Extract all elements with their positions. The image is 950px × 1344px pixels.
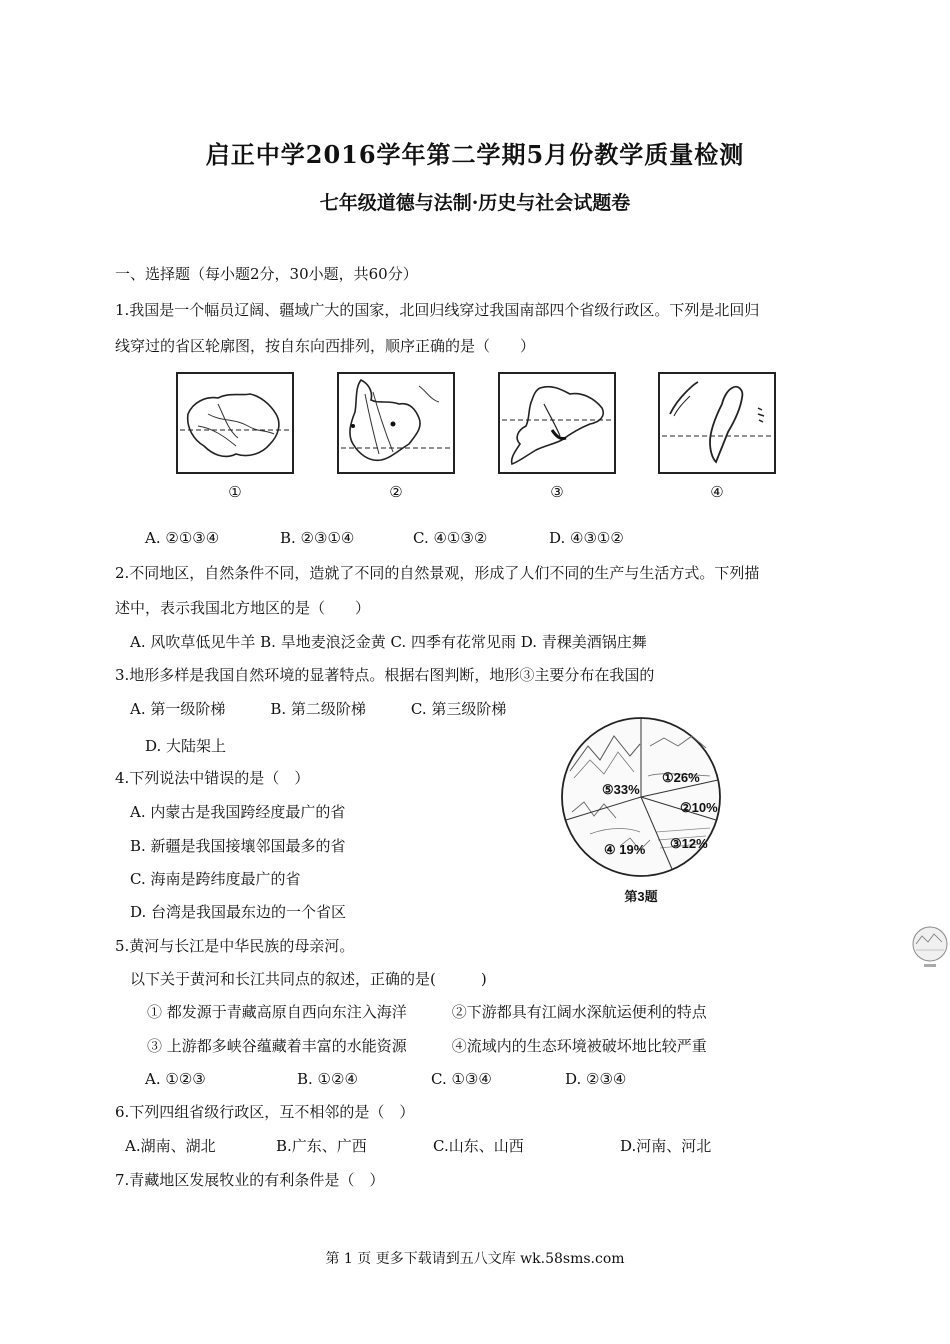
q5-option-a: A. ①②③ (145, 1070, 206, 1088)
q5-option-d: D. ②③④ (565, 1070, 627, 1088)
q1-stem-line2: 线穿过的省区轮廓图，按自东向西排列，顺序正确的是（ ） (115, 337, 536, 355)
page-footer: 第 1 页 更多下载请到五八文库 wk.58sms.com (325, 1251, 625, 1267)
q4-option-a: A. 内蒙古是我国跨经度最广的省 (130, 803, 346, 821)
side-thumbnail[interactable] (910, 924, 948, 970)
q4-option-d: D. 台湾是我国最东边的一个省区 (130, 903, 347, 921)
terrain-label-1: ①26% (662, 770, 700, 785)
q3-stem: 3.地形多样是我国自然环境的显著特点。根据右图判断，地形③主要分布在我国的 (115, 666, 655, 684)
terrain-label-5: ⑤33% (602, 782, 640, 797)
q5-stem: 5.黄河与长江是中华民族的母亲河。 (115, 937, 355, 955)
q3-options-abc: A. 第一级阶梯 B. 第二级阶梯 C. 第三级阶梯 (130, 700, 507, 718)
map-2 (337, 372, 455, 474)
map-2-label: ② (389, 483, 403, 501)
q2-stem-line2: 述中，表示我国北方地区的是（ ） (115, 599, 371, 617)
q6-option-c: C.山东、山西 (433, 1137, 524, 1155)
q5-option-c: C. ①③④ (431, 1070, 492, 1088)
q4-stem: 4.下列说法中错误的是（ ） (115, 769, 310, 787)
q1-stem-line1: 1.我国是一个幅员辽阔、疆域广大的国家，北回归线穿过我国南部四个省级行政区。下列是北回归 (115, 301, 760, 319)
terrain-pie-figure (560, 716, 722, 878)
map-3 (498, 372, 616, 474)
map-4-label: ④ (710, 483, 724, 501)
q4-option-c: C. 海南是跨纬度最广的省 (130, 870, 301, 888)
q5-sub: 以下关于黄河和长江共同点的叙述，正确的是( ) (130, 970, 487, 988)
terrain-label-3: ③12% (670, 836, 708, 851)
guangdong-outline-icon (500, 374, 614, 472)
q2-stem-line1: 2.不同地区，自然条件不同，造就了不同的自然景观，形成了人们不同的生产与生活方式。下列描 (115, 564, 760, 582)
figure-caption: 第3题 (624, 889, 658, 904)
page-title: 启正中学2016学年第二学期5月份教学质量检测 (205, 140, 745, 169)
q1-option-b: B. ②③①④ (280, 529, 355, 547)
q3-option-d: D. 大陆架上 (145, 737, 227, 755)
thumbnail-image-icon (910, 924, 948, 970)
map-1-label: ① (228, 483, 242, 501)
guangxi-outline-icon (178, 374, 292, 472)
taiwan-outline-icon (660, 374, 774, 472)
q1-option-c: C. ④①③② (413, 529, 488, 547)
page-subtitle: 七年级道德与法制·历史与社会试题卷 (319, 192, 631, 214)
map-1 (176, 372, 294, 474)
map-3-label: ③ (550, 483, 564, 501)
q5-statements-1: ① 都发源于青藏高原自西向东注入海洋 ②下游都具有江阔水深航运便利的特点 (147, 1003, 707, 1021)
q6-option-a: A.湖南、湖北 (125, 1137, 216, 1155)
yunnan-outline-icon (339, 374, 453, 472)
map-4 (658, 372, 776, 474)
q4-option-b: B. 新疆是我国接壤邻国最多的省 (130, 837, 346, 855)
q2-options: A. 风吹草低见牛羊 B. 旱地麦浪泛金黄 C. 四季有花常见雨 D. 青稞美酒锅庄舞 (130, 633, 647, 651)
q5-statements-2: ③ 上游都多峡谷蕴藏着丰富的水能资源 ④流域内的生态环境被破坏地比较严重 (147, 1037, 707, 1055)
q1-option-d: D. ④③①② (549, 529, 624, 547)
q6-option-d: D.河南、河北 (620, 1137, 712, 1155)
section-heading: 一、选择题（每小题2分，30小题，共60分） (115, 265, 418, 283)
terrain-label-2: ②10% (680, 800, 718, 815)
q6-option-b: B.广东、广西 (276, 1137, 367, 1155)
terrain-pie-svg (560, 716, 722, 878)
q1-option-a: A. ②①③④ (145, 529, 220, 547)
terrain-label-4: ④ 19% (604, 842, 646, 857)
q7-stem: 7.青藏地区发展牧业的有利条件是（ ） (115, 1171, 385, 1189)
q6-stem: 6.下列四组省级行政区，互不相邻的是（ ） (115, 1103, 415, 1121)
q5-option-b: B. ①②④ (297, 1070, 358, 1088)
